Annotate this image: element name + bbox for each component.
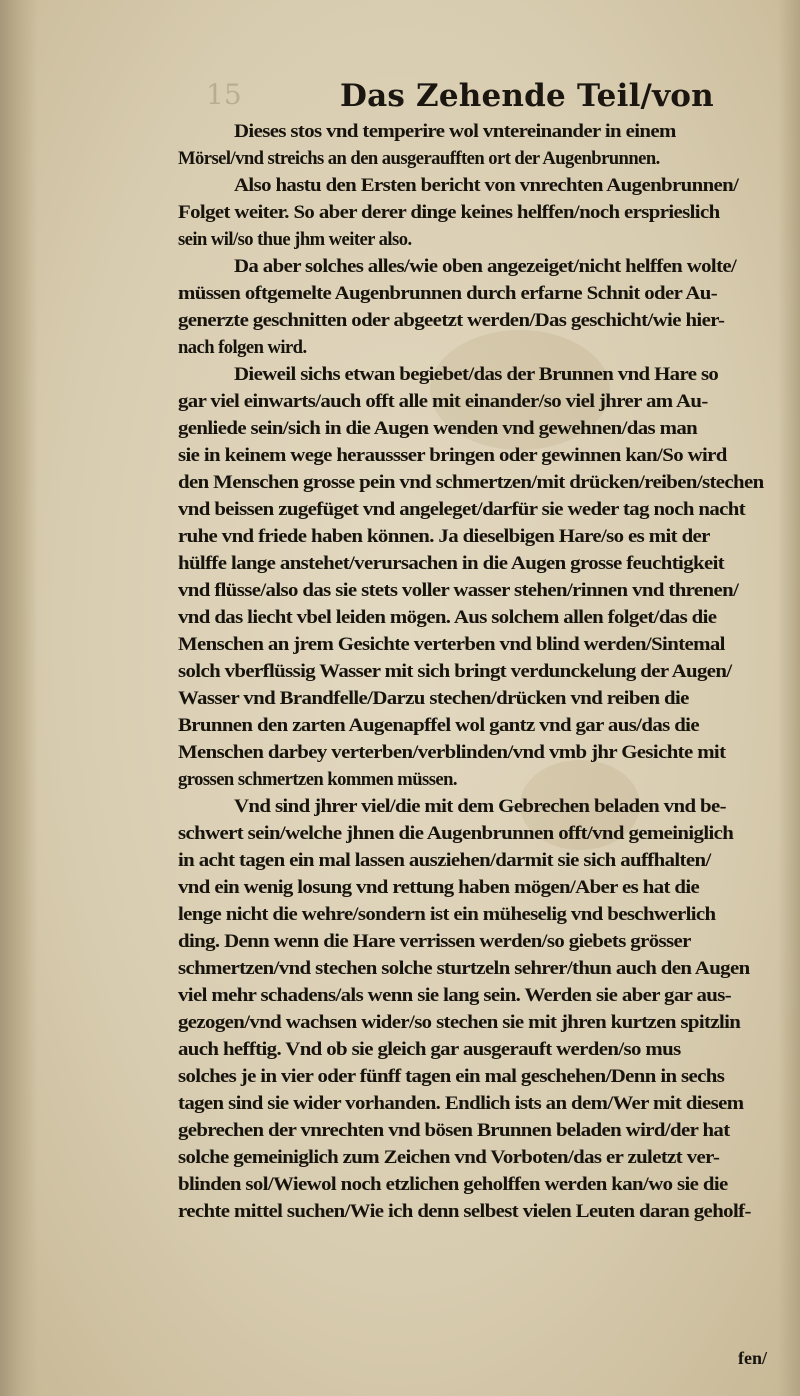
text-line: Dieses stos vnd temperire wol vntereinander in einem: [234, 121, 676, 142]
text-line: grossen schmertzen kommen müssen.: [178, 769, 457, 790]
text-line: den Menschen grosse pein vnd schmertzen/mit drücken/reiben/stechen: [178, 472, 764, 493]
text-line: schmertzen/vnd stechen solche sturtzeln sehrer/thun auch den Augen: [178, 958, 750, 979]
text-line: schwert sein/welche jhnen die Augenbrunnen offt/vnd gemeiniglich: [178, 823, 734, 844]
text-line: tagen sind sie wider vorhanden. Endlich ists an dem/Wer mit diesem: [178, 1093, 744, 1114]
text-line: Menschen darbey verterben/verblinden/vnd vmb jhr Gesichte mit: [178, 742, 726, 763]
text-line: gar viel einwarts/auch offt alle mit einander/so viel jhrer am Au-: [178, 391, 708, 412]
text-line: Mörsel/vnd streichs an den ausgeraufften ort der Augenbrunnen.: [178, 148, 660, 169]
text-line: gezogen/vnd wachsen wider/so stechen sie mit jhren kurtzen spitzlin: [178, 1012, 741, 1033]
text-line: ruhe vnd friede haben können. Ja dieselbigen Hare/so es mit der: [178, 526, 710, 547]
text-line: solch vberflüssig Wasser mit sich bringt verdunckelung der Augen/: [178, 661, 732, 682]
text-line: Brunnen den zarten Augenapffel wol gantz vnd gar aus/das die: [178, 715, 699, 736]
text-line: generzte geschnitten oder abgeetzt werden/Das geschicht/wie hier-: [178, 310, 725, 331]
text-line: müssen oftgemelte Augenbrunnen durch erfarne Schnit oder Au-: [178, 283, 718, 304]
text-line: vnd flüsse/also das sie stets voller wasser stehen/rinnen vnd threnen/: [178, 580, 739, 601]
text-line: in acht tagen ein mal lassen ausziehen/darmit sie sich auffhalten/: [178, 850, 711, 871]
text-line: sein wil/so thue jhm weiter also.: [178, 229, 412, 250]
bleed-through-number: 15: [206, 78, 242, 111]
text-line: viel mehr schadens/als wenn sie lang sein. Werden sie aber gar aus-: [178, 985, 732, 1006]
catchword: fen/: [738, 1348, 767, 1368]
text-line: Dieweil sichs etwan begiebet/das der Brunnen vnd Hare so: [234, 364, 719, 385]
text-line: Vnd sind jhrer viel/die mit dem Gebrechen beladen vnd be-: [234, 796, 726, 817]
running-header: Das Zehende Teil/von: [340, 78, 714, 114]
text-line: solches je in vier oder fünff tagen ein mal geschehen/Denn in sechs: [178, 1066, 725, 1087]
text-line: nach folgen wird.: [178, 337, 307, 358]
text-line: auch hefftig. Vnd ob sie gleich gar ausgerauft werden/so mus: [178, 1039, 681, 1060]
text-line: vnd ein wenig losung vnd rettung haben mögen/Aber es hat die: [178, 877, 700, 898]
text-line: rechte mittel suchen/Wie ich denn selbest vielen Leuten daran geholf-: [178, 1201, 751, 1222]
text-line: vnd das liecht vbel leiden mögen. Aus solchem allen folget/das die: [178, 607, 717, 628]
text-line: solche gemeiniglich zum Zeichen vnd Vorboten/das er zuletzt ver-: [178, 1147, 720, 1168]
text-line: Wasser vnd Brandfelle/Darzu stechen/drücken vnd reiben die: [178, 688, 689, 709]
text-line: ding. Denn wenn die Hare verrissen werden/so giebets grösser: [178, 931, 691, 952]
text-line: Da aber solches alles/wie oben angezeiget/nicht helffen wolte/: [234, 256, 737, 277]
page-gutter-shadow: [0, 0, 38, 1396]
text-line: Folget weiter. So aber derer dinge keines helffen/noch ersprieslich: [178, 202, 720, 223]
text-line: lenge nicht die wehre/sondern ist ein müheselig vnd beschwerlich: [178, 904, 716, 925]
text-line: hülffe lange anstehet/verursachen in die Augen grosse feuchtigkeit: [178, 553, 725, 574]
text-line: genliede sein/sich in die Augen wenden vnd gewehnen/das man: [178, 418, 698, 439]
text-line: Also hastu den Ersten bericht von vnrechten Augenbrunnen/: [234, 175, 739, 196]
text-line: vnd beissen zugefüget vnd angeleget/darfür sie weder tag noch nacht: [178, 499, 746, 520]
body-text: [178, 118, 790, 1225]
text-line: blinden sol/Wiewol noch etzlichen geholffen werden kan/wo sie die: [178, 1174, 728, 1195]
text-line: Menschen an jrem Gesichte verterben vnd blind werden/Sintemal: [178, 634, 725, 655]
text-line: gebrechen der vnrechten vnd bösen Brunnen beladen wird/der hat: [178, 1120, 730, 1141]
text-line: sie in keinem wege heraussser bringen oder gewinnen kan/So wird: [178, 445, 727, 466]
